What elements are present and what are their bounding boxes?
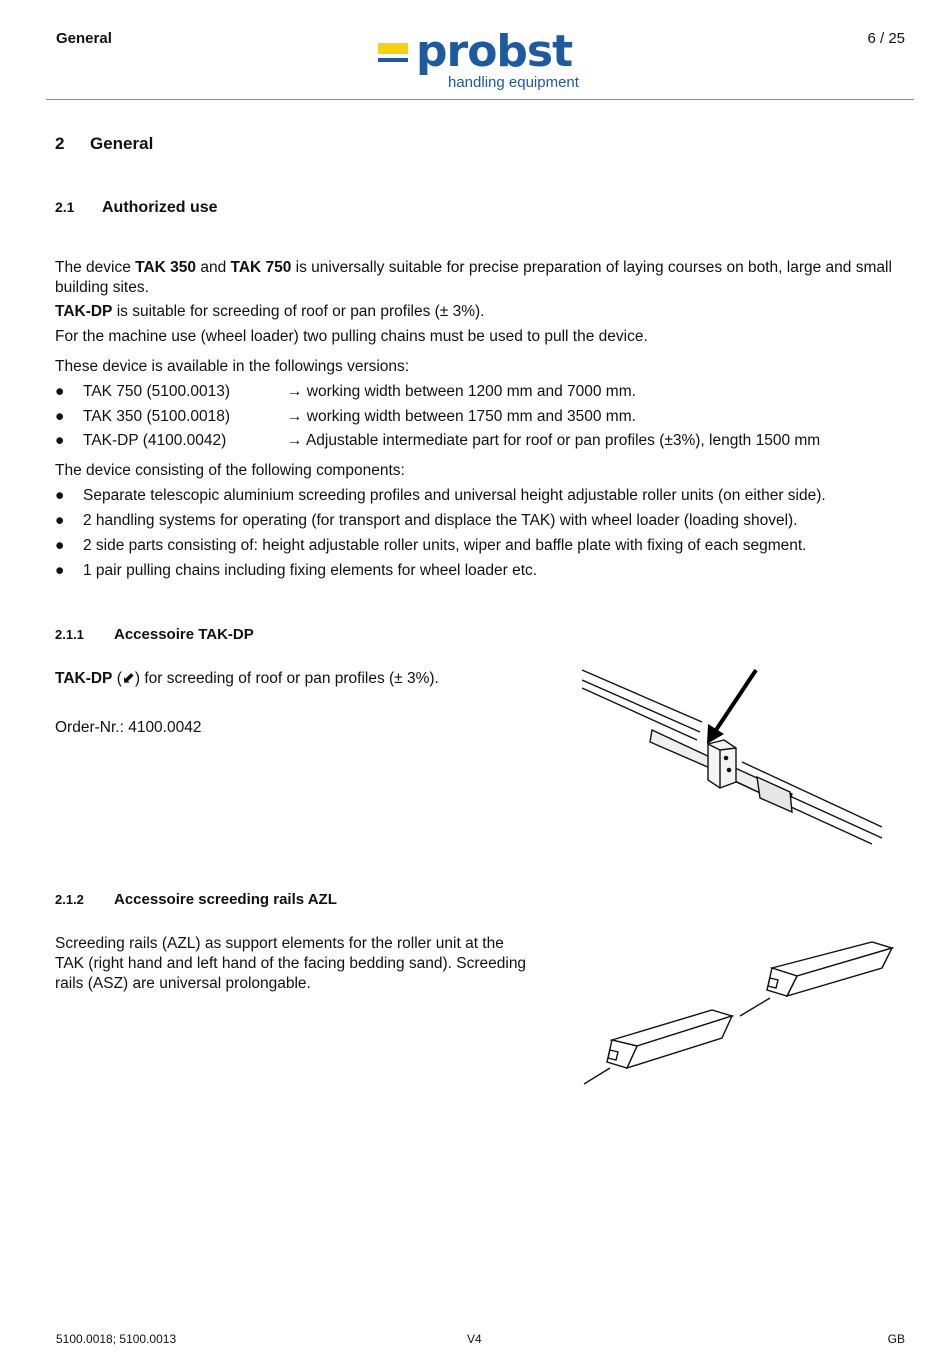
bullet-icon: ● [55, 512, 65, 529]
subsection-heading-2-1-2 [55, 891, 337, 908]
section-heading-2-1 [55, 199, 218, 217]
footer-language: GB [887, 1332, 905, 1346]
component-text: 2 handling systems for operating (for transport and displace the TAK) with wheel loader (loading shovel). [83, 512, 798, 529]
logo-blue-bar [378, 58, 408, 62]
tak-dp-line [55, 669, 439, 689]
logo-tagline: handling equipment [448, 74, 579, 91]
section-title: Authorized use [102, 199, 218, 216]
version-name: TAK-DP (4100.0042) [83, 432, 227, 449]
header-section-title: General [56, 30, 112, 47]
footer-version: V4 [467, 1332, 482, 1346]
probst-logo [378, 26, 593, 94]
header-divider [46, 99, 914, 100]
versions-intro: These device is available in the followings versions: [55, 358, 410, 375]
version-name: TAK 350 (5100.0018) [83, 408, 231, 425]
footer-article-numbers: 5100.0018; 5100.0013 [56, 1332, 177, 1346]
chapter-heading [55, 134, 153, 154]
subsection-title: Accessoire screeding rails AZL [114, 891, 337, 908]
bullet-icon: ● [55, 408, 65, 425]
page-number: 6 / 25 [867, 30, 905, 47]
dp-model: TAK-DP [55, 303, 113, 320]
intro-text: is universally suitable for precise preparation of laying courses on both, large and small [291, 259, 892, 276]
rails-line-3: rails (ASZ) are universal prolongable. [55, 975, 311, 992]
logo-yellow-bar [378, 43, 408, 54]
order-number: Order-Nr.: 4100.0042 [55, 719, 202, 736]
chapter-number: 2 [55, 134, 65, 153]
bullet-icon: ● [55, 487, 65, 504]
bullet-icon: ● [55, 432, 65, 449]
tak-dp-model: TAK-DP [55, 670, 113, 687]
section-number: 2.1 [55, 199, 75, 215]
version-desc: → working width between 1200 mm and 7000 mm. [287, 383, 636, 400]
logo-wordmark: probst [416, 26, 573, 77]
intro-model-350: TAK 350 [135, 259, 197, 276]
version-name: TAK 750 (5100.0013) [83, 383, 231, 400]
dp-paragraph [55, 302, 484, 322]
bullet-icon: ● [55, 537, 65, 554]
intro-text: The device [55, 259, 136, 276]
intro-paragraph [55, 258, 905, 298]
version-desc: → Adjustable intermediate part for roof or pan profiles (±3%), length 1500 mm [287, 432, 821, 449]
chapter-title: General [90, 134, 154, 153]
intro-text: and [196, 259, 231, 276]
subsection-number: 2.1.1 [55, 627, 84, 642]
tak-dp-illustration [582, 662, 887, 847]
intro-text: building sites. [55, 279, 149, 296]
bullet-icon: ● [55, 562, 65, 579]
screeding-rails-illustration [582, 938, 897, 1088]
rails-line-1: Screeding rails (AZL) as support elements for the roller unit at the [55, 935, 504, 952]
subsection-title: Accessoire TAK-DP [114, 626, 254, 643]
components-intro: The device consisting of the following components: [55, 462, 405, 479]
subsection-number: 2.1.2 [55, 892, 84, 907]
tak-dp-text: (⬋) for screeding of roof or pan profiles (± 3%). [112, 670, 439, 687]
bullet-icon: ● [55, 383, 65, 400]
component-text: 2 side parts consisting of: height adjustable roller units, wiper and baffle plate with fixing of each segment. [83, 537, 807, 554]
rails-line-2: TAK (right hand and left hand of the facing bedding sand). Screeding [55, 955, 527, 972]
dp-text: is suitable for screeding of roof or pan profiles (± 3%). [112, 303, 485, 320]
machine-use-paragraph: For the machine use (wheel loader) two pulling chains must be used to pull the device. [55, 328, 648, 345]
subsection-heading-2-1-1 [55, 626, 254, 643]
component-text: 1 pair pulling chains including fixing elements for wheel loader etc. [83, 562, 538, 579]
intro-model-750: TAK 750 [230, 259, 292, 276]
version-desc: → working width between 1750 mm and 3500 mm. [287, 408, 636, 425]
component-text: Separate telescopic aluminium screeding profiles and universal height adjustable roller units (on either side). [83, 487, 826, 504]
